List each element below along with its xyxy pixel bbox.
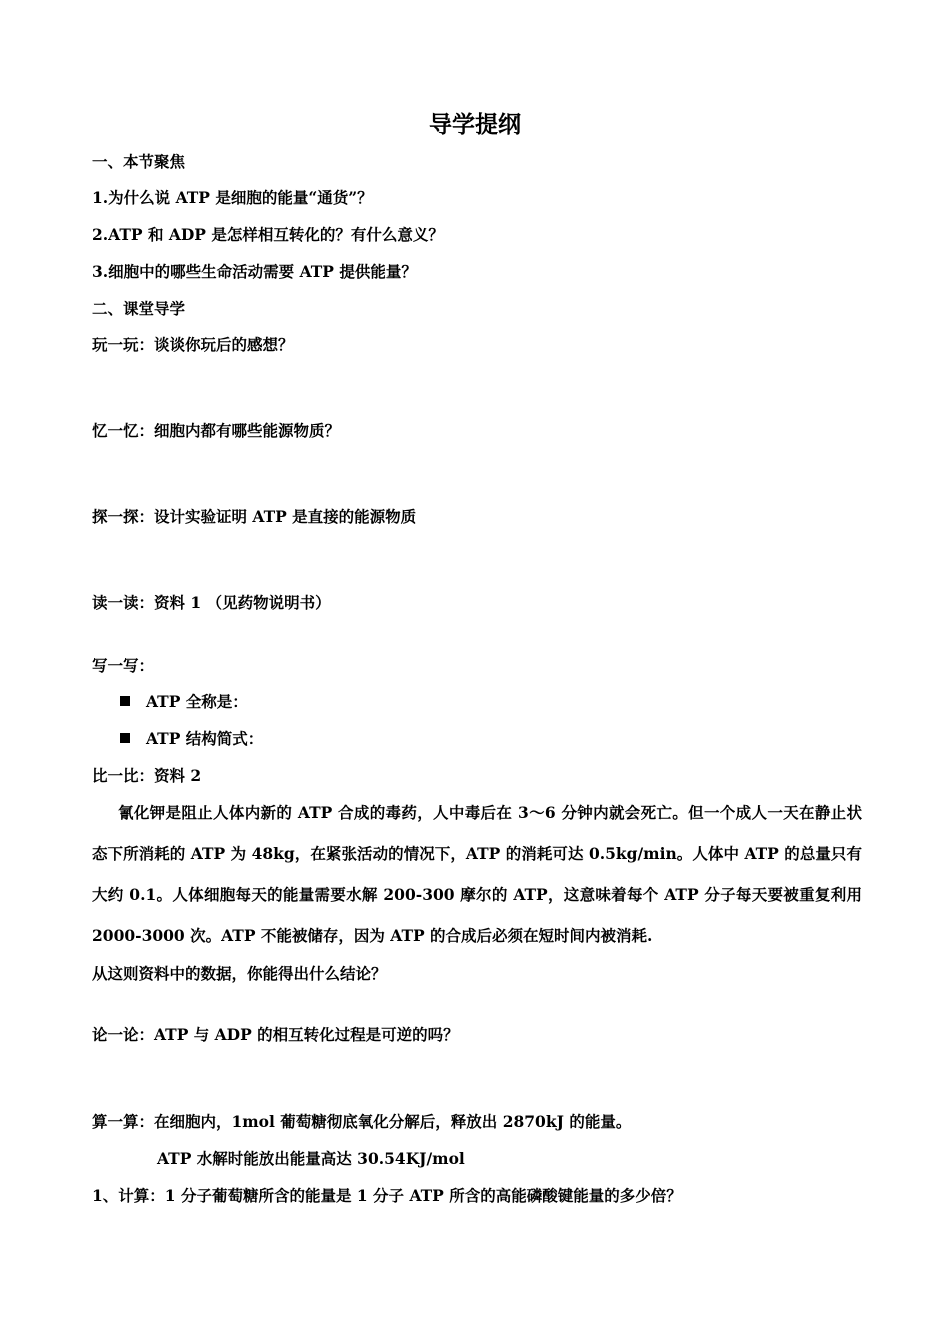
activity-read: 读一读：资料 1 （见药物说明书） (92, 593, 331, 612)
question-2: 2.ATP 和 ADP 是怎样相互转化的？有什么意义？ (92, 225, 444, 244)
calc-question-1: 1、计算：1 分子葡萄糖所含的能量是 1 分子 ATP 所含的高能磷酸键能量的多少倍？ (92, 1186, 682, 1205)
activity-discuss: 论一论：ATP 与 ADP 的相互转化过程是可逆的吗？ (92, 1025, 459, 1044)
activity-play: 玩一玩：谈谈你玩后的感想？ (92, 335, 294, 354)
bullet-atp-formula (120, 729, 263, 749)
activity-compare: 比一比：资料 2 (92, 766, 202, 785)
activity-calc: 算一算：在细胞内，1mol 葡萄糖彻底氧化分解后，释放出 2870kJ 的能量。 (92, 1112, 632, 1131)
square-bullet-icon (120, 696, 130, 706)
question-1: 1.为什么说 ATP 是细胞的能量“通货”？ (92, 188, 373, 207)
bullet-atp-fullname (120, 692, 248, 712)
activity-explore: 探一探：设计实验证明 ATP 是直接的能源物质 (92, 507, 417, 526)
bullet-text: ATP 全称是： (146, 692, 248, 711)
conclusion-question: 从这则资料中的数据，你能得出什么结论？ (92, 964, 387, 983)
material-2-paragraph (92, 792, 862, 956)
section-heading-focus: 一、本节聚焦 (92, 152, 186, 171)
bullet-text: ATP 结构简式： (146, 729, 264, 748)
page-title: 导学提纲 (429, 111, 521, 138)
section-heading-guide: 二、课堂导学 (92, 299, 186, 318)
material-2-text: 氰化钾是阻止人体内新的 ATP 合成的毒药，人中毒后在 3～6 分钟内就会死亡。但一个成人一天在静止状态下所消耗的 ATP 为 48kg，在紧张活动的情况下，ATP 的消耗可达 0.5kg/min。人体中 ATP 的总量只有大约 0.1。人体细胞每天的能量需要水解 200-300 摩尔的 ATP，这意味着每个 ATP 分子每天要被重复利用 2000-3000 次。ATP 不能被储存，因为 ATP 的合成后必须在短时间内被消耗. (92, 803, 862, 945)
activity-write: 写一写： (92, 656, 155, 675)
activity-recall: 忆一忆：细胞内都有哪些能源物质？ (92, 421, 341, 440)
square-bullet-icon (120, 733, 130, 743)
calc-line-2: ATP 水解时能放出能量高达 30.54KJ/mol (157, 1149, 465, 1168)
question-3: 3.细胞中的哪些生命活动需要 ATP 提供能量？ (92, 262, 417, 281)
